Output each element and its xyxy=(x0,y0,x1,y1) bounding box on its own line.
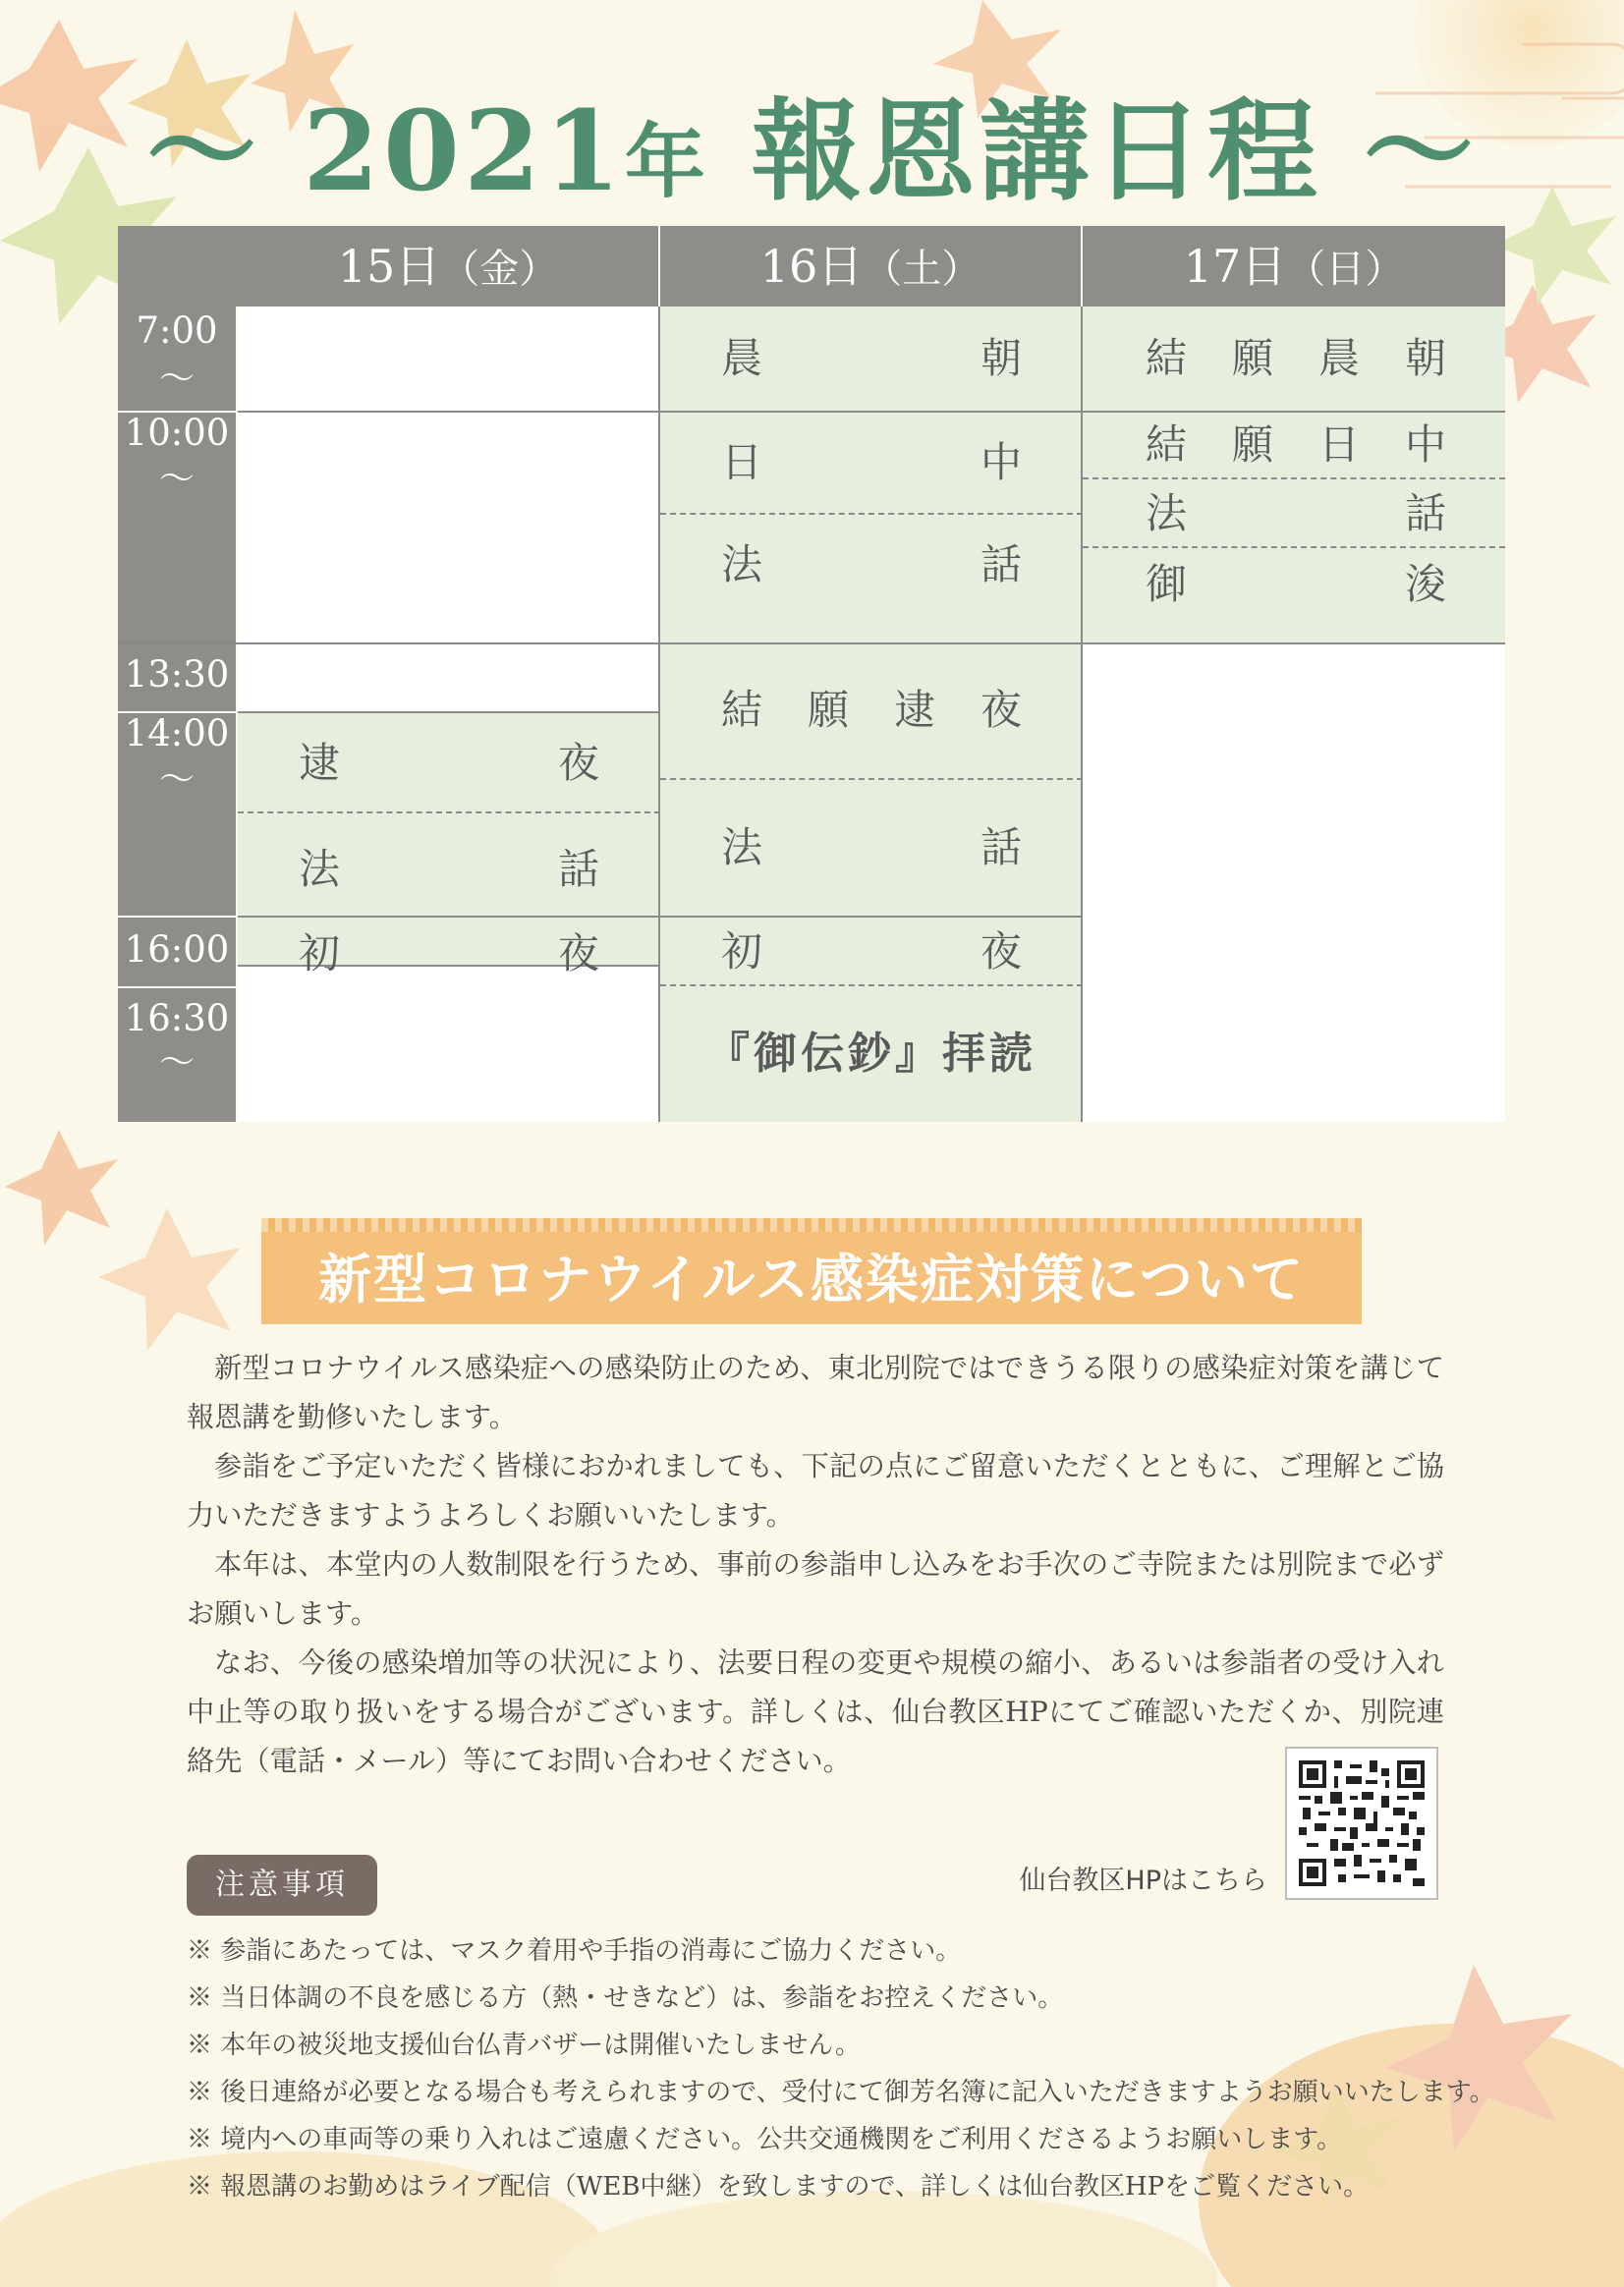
event-kechigan-nitchu: 結 願 日 中 xyxy=(1146,420,1446,469)
day15-evening-empty xyxy=(238,965,660,1122)
paragraph: 参詣をご予定いただく皆様におかれましても、下記の点にご留意いただくとともに、ご理解とご協力いただきますようよろしくお願いいたします。 xyxy=(187,1450,1444,1532)
divider xyxy=(1083,477,1505,479)
time-1000: 10:00 xyxy=(124,412,230,454)
time-tilde: ～ xyxy=(158,459,195,499)
divider xyxy=(1081,642,1083,1122)
event-howa: 法 話 xyxy=(299,845,599,893)
event-kechigan-taiya: 結 願 逮 夜 xyxy=(721,686,1022,734)
page-title xyxy=(0,88,1624,226)
list-item: ※ 当日体調の不良を感じる方（熱・せきなど）は、参詣をお控えください。 xyxy=(187,1983,1064,2013)
divider xyxy=(1081,307,1083,642)
time-0700: 7:00 xyxy=(136,309,218,352)
time-tilde: ～ xyxy=(158,359,195,399)
divider xyxy=(118,711,236,713)
event-howa: 法 話 xyxy=(721,823,1022,871)
time-1400: 14:00 xyxy=(124,712,230,754)
time-tilde: ～ xyxy=(158,1042,195,1083)
event-howa: 法 話 xyxy=(721,540,1022,588)
corona-heading: 新型コロナウイルス感染症対策について xyxy=(318,1248,1305,1311)
paragraph: なお、今後の感染増加等の状況により、法要日程の変更や規模の縮小、あるいは参詣者の受け入れ中止等の取り扱いをする場合がございます。詳しくは、仙台教区HPにてご確認いただくか、別院連絡先（電話・メール）等にてお問い合わせください。 xyxy=(187,1646,1444,1777)
divider xyxy=(238,711,660,713)
divider xyxy=(118,986,236,988)
title-prefix: ～ 2021 xyxy=(146,87,625,216)
list-item: ※ 報恩講のお勤めはライブ配信（WEB中継）を致しますので、詳しくは仙台教区HPをご覧ください。 xyxy=(187,2172,1370,2202)
divider xyxy=(658,307,660,642)
paragraph: 新型コロナウイルス感染症への感染防止のため、東北別院ではできうる限りの感染症対策を講じて報恩講を勤修いたします。 xyxy=(187,1352,1444,1433)
divider xyxy=(118,642,1505,644)
divider xyxy=(1083,546,1505,548)
list-item: ※ 境内への車両等の乗り入れはご遠慮ください。公共交通機関をご利用くださるようお願いします。 xyxy=(187,2125,1343,2154)
divider xyxy=(660,778,1083,780)
event-tai-ya: 逮 夜 xyxy=(299,739,599,787)
qr-label: 仙台教区HPはこちら xyxy=(1019,1866,1267,1896)
schedule-table xyxy=(118,226,1505,1122)
day17-afternoon-empty xyxy=(1083,642,1505,1122)
event-shoya: 初 夜 xyxy=(721,927,1022,976)
event-gosan: 御 浚 xyxy=(1146,560,1446,608)
event-kechigan-jincho: 結 願 晨 朝 xyxy=(1146,334,1446,382)
day15-morning-empty xyxy=(238,307,660,696)
divider xyxy=(118,916,236,918)
header-day-16: 16日（土） xyxy=(660,226,1081,307)
list-item: ※ 後日連絡が必要となる場合も考えられますので、受付にて御芳名簿に記入いただきますようお願いいたします。 xyxy=(187,2078,1495,2107)
divider xyxy=(660,513,1083,515)
banner-pattern xyxy=(261,1218,1362,1232)
caution-list xyxy=(187,1927,1495,2210)
qr-code[interactable] xyxy=(1285,1747,1438,1900)
list-item: ※ 参詣にあたっては、マスク着用や手指の消毒にご協力ください。 xyxy=(187,1936,962,1966)
event-nitchu: 日 中 xyxy=(721,438,1022,486)
divider xyxy=(660,984,1083,986)
divider xyxy=(118,411,236,413)
divider xyxy=(238,411,1505,413)
time-1630: 16:30 xyxy=(124,997,230,1039)
header-corner xyxy=(118,226,238,307)
time-1600: 16:00 xyxy=(124,928,230,971)
corona-body-text xyxy=(187,1344,1444,1786)
paragraph: 本年は、本堂内の人数制限を行うため、事前の参詣申し込みをお手次のご寺院または別院まで必ずお願いします。 xyxy=(187,1548,1444,1630)
title-year-suffix: 年 xyxy=(624,115,709,209)
event-godenshou: 『御伝鈔』拝読 xyxy=(706,1029,1036,1079)
divider xyxy=(238,916,1083,918)
qr-code-icon xyxy=(1299,1760,1425,1886)
title-main: 報恩講日程 ～ xyxy=(708,87,1478,216)
header-day-17: 17日（日） xyxy=(1083,226,1505,307)
time-1330: 13:30 xyxy=(124,653,230,696)
event-jincho: 晨 朝 xyxy=(721,334,1022,382)
day15-1330-empty xyxy=(238,642,660,711)
caution-title-badge: 注意事項 xyxy=(187,1855,377,1916)
divider xyxy=(658,642,660,1122)
list-item: ※ 本年の被災地支援仙台仏青バザーは開催いたしません。 xyxy=(187,2031,861,2060)
corona-heading-banner xyxy=(261,1218,1362,1324)
event-howa: 法 話 xyxy=(1146,489,1446,537)
time-tilde: ～ xyxy=(158,759,195,800)
event-shoya: 初 夜 xyxy=(299,929,599,977)
divider xyxy=(238,811,660,813)
header-day-15: 15日（金） xyxy=(238,226,658,307)
